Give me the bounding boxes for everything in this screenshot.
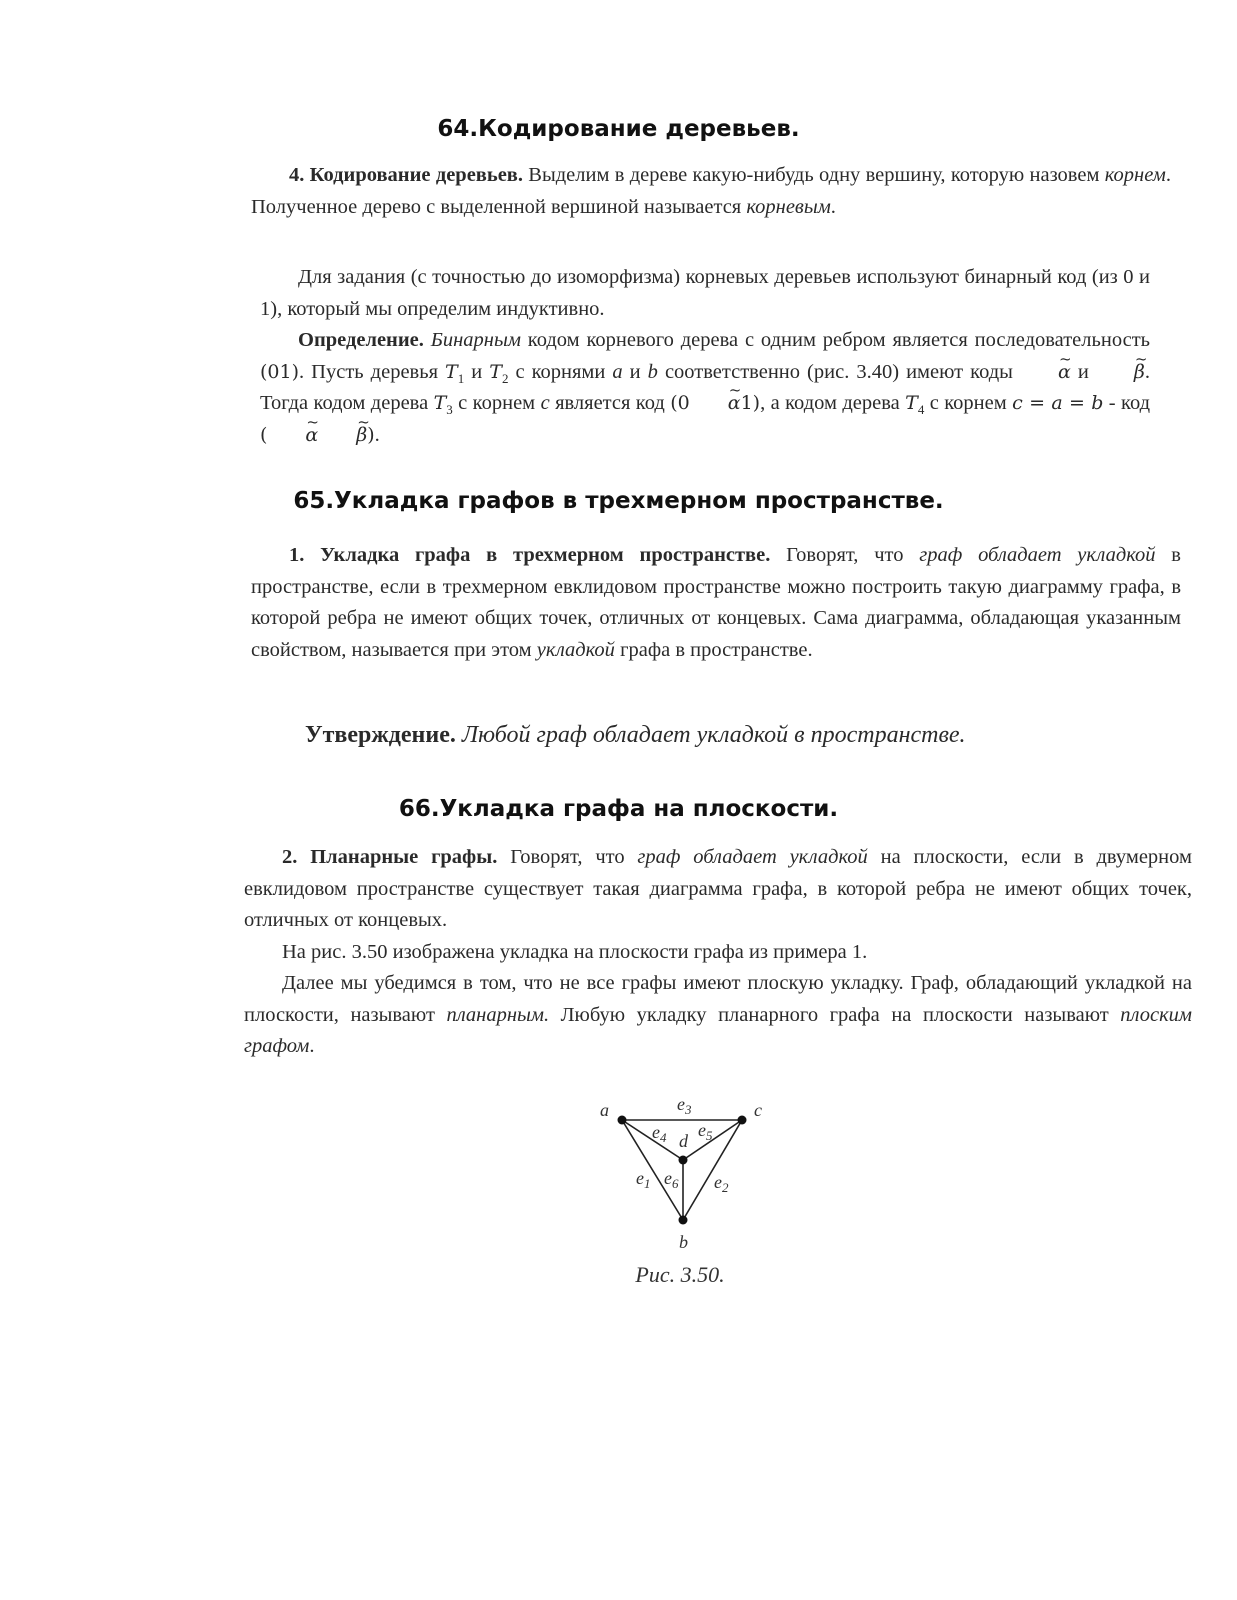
text: . — [374, 423, 380, 446]
text: . — [830, 195, 836, 218]
math: (01) — [260, 360, 300, 383]
section-64-title: 64.Кодирование деревьев. — [437, 116, 800, 142]
text: является код — [549, 392, 671, 414]
text: и — [464, 360, 490, 383]
vertex-label-d: d — [679, 1131, 688, 1151]
paragraph-text: Для задания (с точностью до изоморфизма) корневых деревьев используют бинарный код (из 0 и 1), который мы определим индуктивно. — [260, 266, 1150, 320]
text: соответственно (рис. 3.40) имеют коды — [657, 360, 1020, 383]
math: (0 — [670, 392, 690, 414]
vertex-d — [679, 1156, 688, 1165]
text: Выделим в дереве какую-нибудь одну вершину, которую назовем — [523, 164, 1105, 186]
paragraph-lead: 1. Укладка графа в трехмерном пространстве. — [289, 544, 771, 566]
term: граф обладает укладкой — [919, 544, 1156, 566]
statement — [305, 722, 966, 749]
term: корнем — [1104, 164, 1166, 186]
subscript: 1 — [457, 370, 465, 386]
math: 1) — [740, 392, 761, 414]
edge-label-e6: $e_6$ — [664, 1168, 679, 1191]
vertex-label-a: a — [600, 1100, 609, 1120]
math: ~ β — [1096, 357, 1145, 389]
term: планарным. — [446, 1003, 550, 1026]
math: T — [433, 392, 447, 414]
text: с корнем — [452, 392, 541, 414]
term: граф обладает укладкой — [637, 846, 868, 868]
math: ~ α — [267, 420, 318, 452]
subscript: 4 — [917, 402, 925, 418]
planar-graph-figure — [590, 1088, 780, 1258]
term: корневым — [746, 195, 831, 218]
text: . — [309, 1035, 315, 1057]
vertex-a — [618, 1116, 627, 1125]
text: в пространстве, если в трехмерном евклидовом пространстве можно построить такую диаграмму графа, в которой ребра не имеют общих точек, отличных от концевых. Сама диаграмма, обладающая указанным свойством, называется при этом — [251, 544, 1181, 661]
edge-label-e4: $e_4$ — [652, 1122, 667, 1145]
math: b — [647, 360, 658, 383]
text: и — [1070, 360, 1096, 383]
text: с корнем — [924, 392, 1007, 414]
subscript: 3 — [446, 402, 453, 418]
paragraph-lead: 2. Планарные графы. — [282, 846, 498, 868]
term: укладкой — [536, 638, 615, 661]
term: Бинарным — [430, 329, 521, 351]
statement-lead: Утверждение. — [305, 722, 456, 748]
vertex-label-b: b — [679, 1232, 688, 1252]
edge-label-e2: $e_2$ — [714, 1172, 729, 1195]
section-65-paragraph-1 — [251, 540, 1181, 666]
paragraph-lead: 4. Кодирование деревьев. — [289, 164, 524, 186]
text: Любую укладку планарного графа на плоскости называют — [549, 1003, 1121, 1026]
vertex-b — [679, 1216, 688, 1225]
vertex-label-c: c — [754, 1100, 762, 1120]
definition-lead: Определение. — [298, 329, 424, 351]
text: графа в пространстве. — [614, 638, 813, 661]
edge-label-e1: $e_1$ — [636, 1168, 651, 1191]
text: . Полученное дерево с выделенной вершиной называется — [251, 164, 1171, 218]
math: a — [612, 360, 623, 383]
text: и — [622, 360, 648, 383]
math: ~ α — [690, 388, 741, 420]
text: . Тогда кодом дерева — [260, 360, 1150, 414]
figure-caption: Рис. 3.50. — [635, 1262, 725, 1287]
paragraph-text: На рис. 3.50 изображена укладка на плоскости графа из примера 1. — [282, 940, 868, 963]
math: ~ α — [1020, 357, 1071, 389]
math: c = a = b — [1012, 392, 1104, 414]
section-64-paragraph-1 — [251, 160, 1171, 223]
math: T — [489, 360, 502, 383]
edge-e5 — [683, 1120, 742, 1160]
edge-label-e5: $e_5$ — [698, 1120, 713, 1143]
statement-text: Любой граф обладает укладкой в пространстве. — [455, 722, 966, 748]
section-64-paragraph-2 — [260, 262, 1150, 451]
text: Говорят, что — [770, 544, 920, 566]
edge-label-e3: $e_3$ — [677, 1094, 692, 1117]
vertex-c — [738, 1116, 747, 1125]
math: ~ β — [318, 420, 367, 452]
edge-e2 — [683, 1120, 742, 1220]
subscript: 2 — [501, 370, 509, 386]
math: T — [905, 392, 918, 414]
math: T — [445, 360, 458, 383]
text: с корнями — [508, 360, 613, 383]
section-66-body — [244, 842, 1192, 1063]
text: Говорят, что — [497, 846, 638, 868]
text: , а кодом дерева — [760, 392, 906, 414]
math: ( — [260, 423, 268, 446]
text: Далее мы убедимся в том, что не все графы имеют плоскую укладку. Граф, обладающий укладкой на плоскости, называют — [244, 972, 1192, 1026]
math: ) — [367, 423, 375, 446]
section-65-title: 65.Укладка графов в трехмерном пространстве. — [293, 488, 944, 514]
term: плоским графом — [244, 1003, 1192, 1057]
section-66-title: 66.Укладка графа на плоскости. — [398, 796, 839, 822]
text: на плоскости, если в двумерном евклидовом пространстве существует такая диаграмма графа, в которой ребра не имеют общих точек, отличных от концевых. — [244, 846, 1192, 931]
text: кодом корневого дерева с одним ребром является последовательность — [520, 329, 1150, 351]
math: c — [540, 392, 550, 414]
text: - код — [1103, 392, 1151, 414]
definition — [260, 325, 1150, 451]
text: . Пусть деревья — [299, 360, 446, 383]
